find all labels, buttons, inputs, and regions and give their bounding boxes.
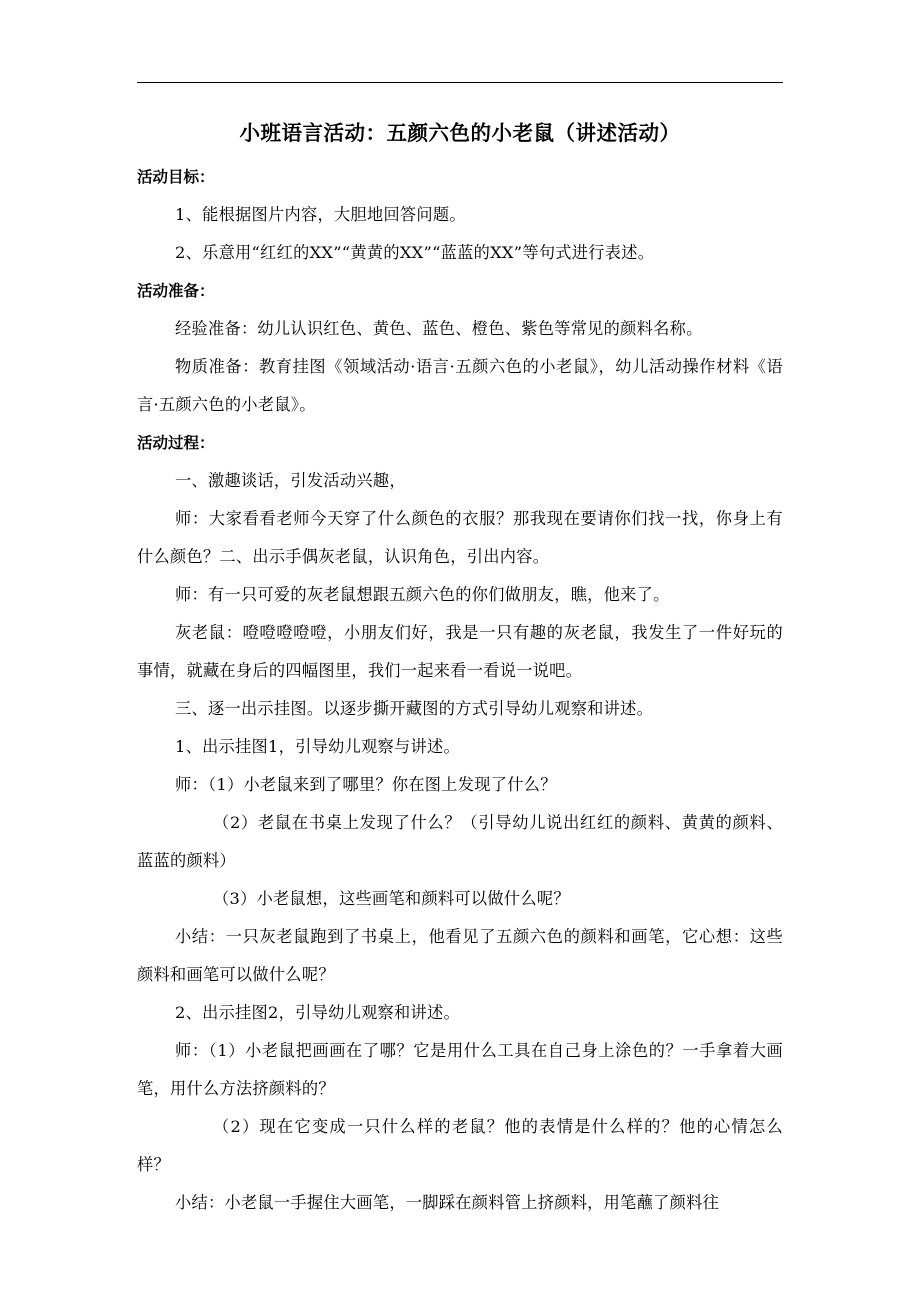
document-title: 小班语言活动：五颜六色的小老鼠（讲述活动） — [239, 121, 681, 145]
paragraph: 一、激趣谈话，引发活动兴趣， — [175, 471, 406, 490]
paragraph: （2）老鼠在书桌上发现了什么？（引导幼儿说出红红的颜料、黄黄的颜料、蓝蓝的颜料） — [137, 813, 783, 870]
header-rule — [137, 82, 783, 83]
paragraph: 师：（1）小老鼠把画画在了哪？它是用什么工具在自己身上涂色的？一手拿着大画笔，用什么方法挤颜料的？ — [137, 1041, 783, 1098]
section-heading: 活动准备： — [137, 282, 215, 300]
paragraph: 2、乐意用“红红的XX”“黄黄的XX”“蓝蓝的XX”等句式进行表述。 — [175, 243, 655, 262]
paragraph: 1、能根据图片内容，大胆地回答问题。 — [175, 205, 466, 224]
paragraph: （2）现在它变成一只什么样的老鼠？他的表情是什么样的？他的心情怎么样？ — [137, 1117, 783, 1174]
paragraph: 师：大家看看老师今天穿了什么颜色的衣服？那我现在要请你们找一找，你身上有什么颜色？二、出示手偶灰老鼠，认识角色，引出内容。 — [137, 509, 783, 566]
section-heading: 活动过程： — [137, 434, 215, 452]
section-preparation — [137, 272, 783, 424]
paragraph: 三、逐一出示挂图。以逐步撕开藏图的方式引导幼儿观察和讲述。 — [175, 699, 654, 718]
section-process — [137, 424, 783, 1222]
paragraph: 师：有一只可爱的灰老鼠想跟五颜六色的你们做朋友，瞧，他来了。 — [175, 585, 670, 604]
paragraph: （3）小老鼠想，这些画笔和颜料可以做什么呢？ — [213, 889, 570, 908]
paragraph: 小结：一只灰老鼠跑到了书桌上，他看见了五颜六色的颜料和画笔，它心想：这些颜料和画笔可以做什么呢？ — [137, 927, 783, 984]
paragraph: 物质准备：教育挂图《领域活动·语言·五颜六色的小老鼠》，幼儿活动操作材料《语言·五颜六色的小老鼠》。 — [137, 357, 783, 414]
paragraph: 灰老鼠：噔噔噔噔噔，小朋友们好，我是一只有趣的灰老鼠，我发生了一件好玩的事情，就藏在身后的四幅图里，我们一起来看一看说一说吧。 — [137, 623, 783, 680]
paragraph: 师：（1）小老鼠来到了哪里？你在图上发现了什么？ — [175, 775, 557, 794]
paragraph: 经验准备：幼儿认识红色、黄色、蓝色、橙色、紫色等常见的颜料名称。 — [175, 319, 703, 338]
paragraph: 2、出示挂图2，引导幼儿观察和讲述。 — [175, 1003, 460, 1022]
section-heading: 活动目标： — [137, 168, 215, 186]
document-page — [137, 118, 783, 1222]
paragraph: 小结：小老鼠一手握住大画笔，一脚踩在颜料管上挤颜料，用笔蘸了颜料往 — [175, 1193, 720, 1212]
paragraph: 1、出示挂图1，引导幼儿观察与讲述。 — [175, 737, 460, 756]
section-goals — [137, 158, 783, 272]
